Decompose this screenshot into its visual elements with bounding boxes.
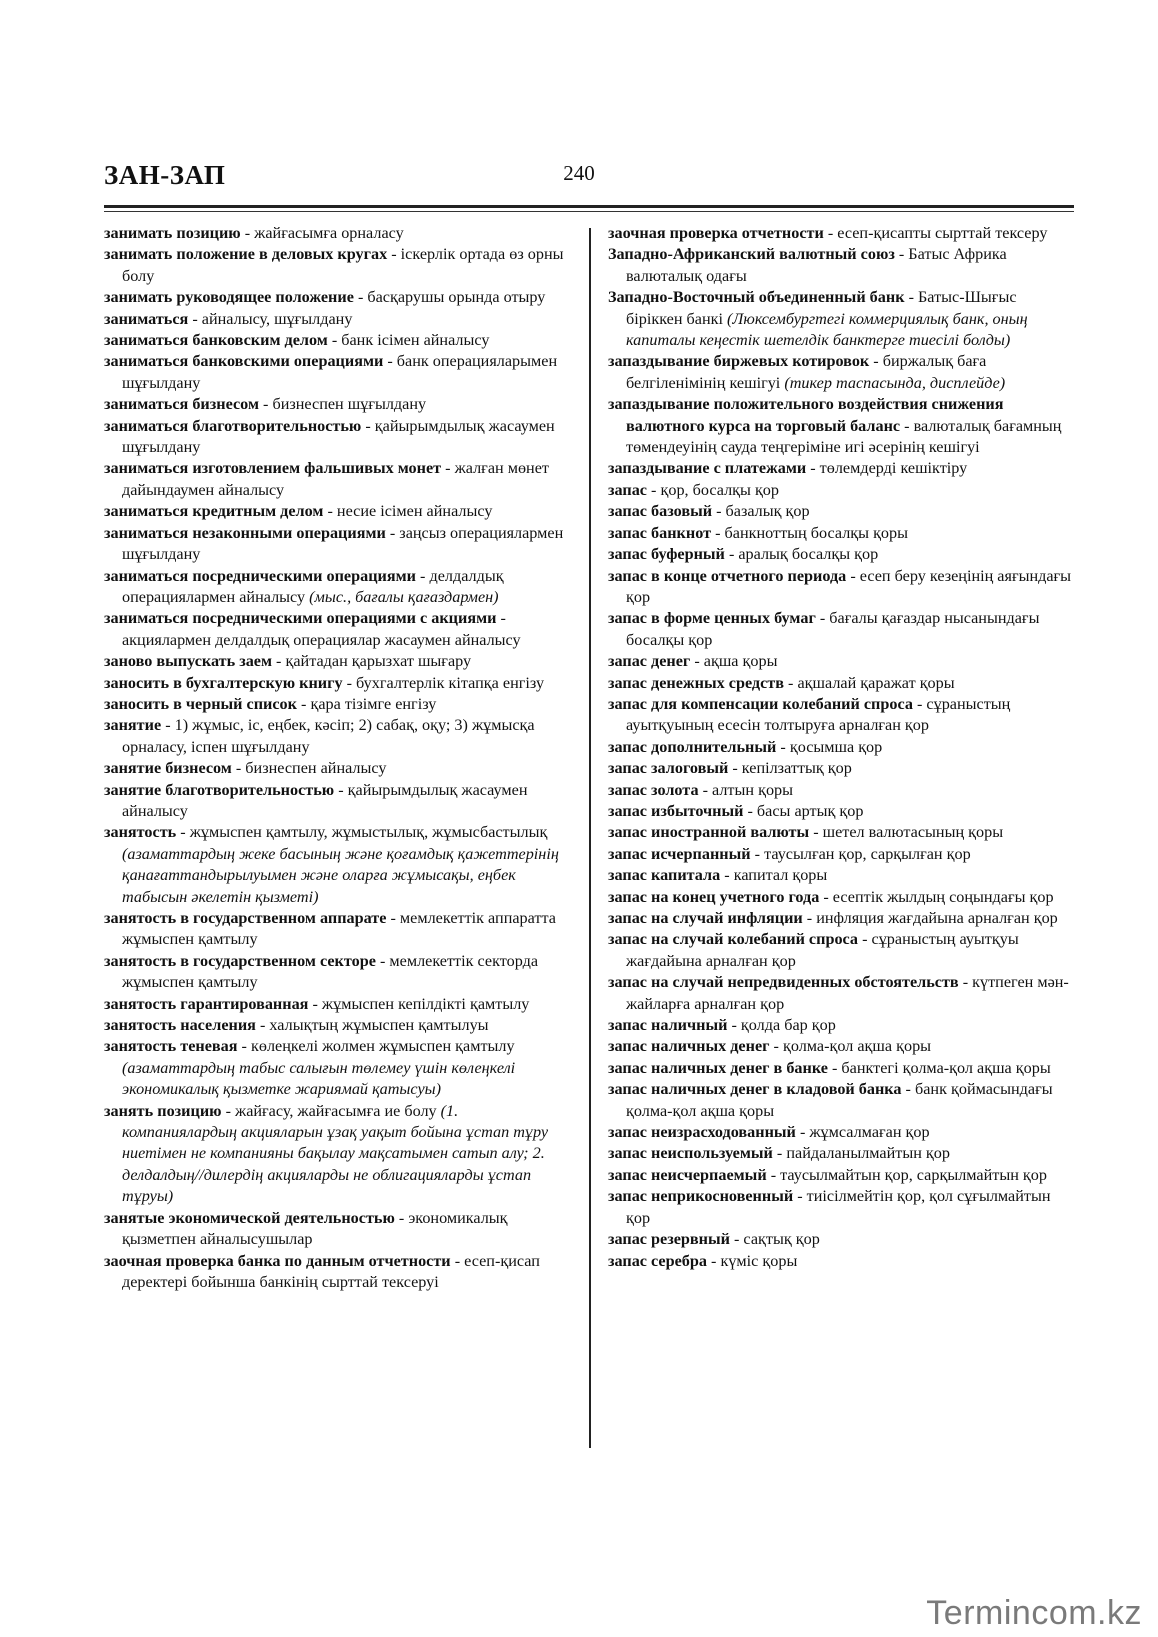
dictionary-entry xyxy=(104,994,576,1015)
dictionary-entry xyxy=(104,1015,576,1036)
entry-term: Западно-Восточный объединенный банк xyxy=(608,288,905,307)
dictionary-entry xyxy=(608,1058,1074,1079)
entry-term: запас в конце отчетного периода xyxy=(608,566,847,585)
entry-note: (1. компаниялардың акцияларын ұзақ уақыт бойына ұстап тұру ниетімен не компанияны бақылау мақсатымен сатып алу; 2. делдалдың//дилердің акцияларды не облигацияларды ұстап тұруы) xyxy=(122,1101,549,1206)
dictionary-entry xyxy=(104,951,576,994)
entry-definition: - қайырымдылық жасаумен айналысу xyxy=(122,780,528,820)
dictionary-entry xyxy=(104,1208,576,1251)
entry-definition: - қара тізімге енгізу xyxy=(296,694,437,713)
entry-term: заносить в бухгалтерскую книгу xyxy=(104,673,343,692)
entry-definition: - экономикалық қызметпен айналысушылар xyxy=(122,1208,508,1249)
entry-term: запас избыточный xyxy=(608,801,744,820)
dictionary-entry xyxy=(104,287,576,308)
header-rule-thin xyxy=(104,211,1074,212)
entry-definition: - жайғасымға орналасу xyxy=(240,224,404,242)
entry-term: заниматься xyxy=(104,309,189,328)
entry-definition: - көлеңкелі жолмен жұмыспен қамтылу xyxy=(237,1037,515,1056)
dictionary-entry xyxy=(608,1015,1074,1036)
entry-definition: - қор, босалқы қор xyxy=(647,480,779,499)
entry-term: заниматься банковским делом xyxy=(104,331,328,350)
dictionary-entry xyxy=(104,458,576,501)
dictionary-entry xyxy=(608,1079,1074,1122)
dictionary-entry xyxy=(608,908,1074,929)
entry-term: запас денежных средств xyxy=(608,673,784,692)
dictionary-entry xyxy=(104,244,576,287)
entry-term: запас базовый xyxy=(608,502,713,521)
entry-definition: - қолма-қол ақша қоры xyxy=(769,1037,932,1056)
dictionary-entry xyxy=(608,780,1074,801)
entry-note: (азаматтардың табыс салығын төлемеу үшін көлеңкелі экономикалық қызметке жариямай қатысуы) xyxy=(122,1058,516,1099)
dictionary-entry xyxy=(104,694,576,715)
entry-term: занятые экономической деятельностью xyxy=(104,1208,395,1227)
entry-definition: - Батыс-Шығыс біріккен банкі xyxy=(626,288,1017,328)
entry-definition: - есеп беру кезеңінің аяғындағы қор xyxy=(626,566,1072,606)
entry-term: запас неприкосновенный xyxy=(608,1187,794,1206)
entry-definition: - биржалық баға белгіленімінің кешігуі xyxy=(626,352,987,392)
entry-term: запас резервный xyxy=(608,1230,730,1249)
dictionary-entry xyxy=(104,715,576,758)
entry-definition: - ақша қоры xyxy=(690,652,778,671)
entry-term: запас на конец учетного года xyxy=(608,887,820,906)
dictionary-entry xyxy=(608,929,1074,972)
entry-definition: - жалған мөнет дайындаумен айналысу xyxy=(122,459,549,499)
entry-term: занятость гарантированная xyxy=(104,994,309,1013)
entry-note: (Люксембургтегі коммерциялық банк, оның капиталы кеңестік шетелдік банктерге тиесілі болды) xyxy=(626,309,1028,350)
entry-definition: - қайырымдылық жасаумен шұғылдану xyxy=(122,416,555,457)
entry-term: запас дополнительный xyxy=(608,737,777,756)
entry-term: занимать позицию xyxy=(104,224,241,242)
entry-definition: - бағалы қағаздар нысанындағы босалқы қор xyxy=(626,609,1040,649)
entry-definition: - сұраныстың ауытқуының есесін толтыруға арналған қор xyxy=(626,694,1011,735)
entry-term: занятость населения xyxy=(104,1016,256,1035)
dictionary-entry xyxy=(608,651,1074,672)
entry-term: запас неиспользуемый xyxy=(608,1144,773,1163)
entry-definition: - Батыс Африка валюталық одағы xyxy=(626,245,1007,285)
entry-definition: - банк ісімен айналысу xyxy=(327,331,490,350)
entry-term: заочная проверка банка по данным отчетности xyxy=(104,1251,451,1270)
entry-term: занятость в государственном секторе xyxy=(104,951,376,970)
dictionary-entry xyxy=(608,1186,1074,1229)
right-column xyxy=(608,223,1074,1272)
entry-definition: - мемлекеттік аппаратта жұмыспен қамтылу xyxy=(122,909,556,949)
entry-term: заниматься бизнесом xyxy=(104,395,259,414)
dictionary-entry xyxy=(608,758,1074,779)
dictionary-entry xyxy=(608,223,1074,244)
header-rule-thick xyxy=(104,205,1074,208)
entry-definition: - күтпеген мән-жайларға арналған қор xyxy=(626,973,1069,1013)
entry-term: запас иностранной валюты xyxy=(608,823,810,842)
dictionary-entry xyxy=(104,780,576,823)
dictionary-entry xyxy=(104,608,576,651)
entry-definition: - айналысу, шұғылдану xyxy=(188,309,353,328)
entry-term: запас на случай инфляции xyxy=(608,909,803,927)
dictionary-entry xyxy=(104,351,576,394)
dictionary-entry xyxy=(608,1036,1074,1057)
entry-term: запас на случай колебаний спроса xyxy=(608,930,859,949)
entry-definition: - сақтық қор xyxy=(729,1230,820,1249)
entry-definition: - халықтың жұмыспен қамтылуы xyxy=(255,1016,489,1035)
entry-definition: - аралық босалқы қор xyxy=(724,545,879,564)
entry-definition: - жұмыспен қамтылу, жұмыстылық, жұмысбастылық xyxy=(176,823,548,842)
entry-definition: - басы артық қор xyxy=(743,801,864,820)
entry-definition: - ақшалай қаражат қоры xyxy=(784,673,955,692)
entry-note: (азаматтардың жеке басының және қоғамдық қажеттерінің қанағаттандырылуымен және оларға жұмысақы, еңбек табысын әкелетін қызметі) xyxy=(122,844,559,906)
left-column xyxy=(104,223,576,1293)
entry-term: запаздывание биржевых котировок xyxy=(608,352,870,371)
entry-term: занятие xyxy=(104,716,162,735)
dictionary-entry xyxy=(104,758,576,779)
dictionary-entry xyxy=(608,608,1074,651)
entry-definition: - есептік жылдың соңындағы қор xyxy=(819,887,1054,906)
entry-term: заниматься банковскими операциями xyxy=(104,352,384,371)
entry-definition: - сұраныстың ауытқуы жағдайына арналған қор xyxy=(626,930,1019,970)
entry-definition: - банкноттың босалқы қоры xyxy=(711,523,908,542)
entry-definition: - банктегі қолма-қол ақша қоры xyxy=(827,1058,1051,1077)
entry-definition: - төлемдерді кешіктіру xyxy=(806,459,968,478)
dictionary-entry xyxy=(608,480,1074,501)
dictionary-entry xyxy=(608,694,1074,737)
entry-definition: - алтын қоры xyxy=(698,780,794,799)
dictionary-entry xyxy=(608,673,1074,694)
entry-term: заниматься незаконными операциями xyxy=(104,523,386,542)
entry-term: занятость в государственном аппарате xyxy=(104,909,387,927)
column-divider xyxy=(589,228,591,1448)
dictionary-entry xyxy=(104,501,576,522)
entry-term: занятие благотворительностью xyxy=(104,780,335,799)
entry-definition: - 1) жұмыс, іс, еңбек, кәсіп; 2) сабақ, оқу; 3) жұмысқа орналасу, іспен шұғылдану xyxy=(122,716,535,756)
dictionary-entry xyxy=(104,523,576,566)
entry-definition: - кепілзаттық қор xyxy=(728,759,852,778)
entry-definition: - қолда бар қор xyxy=(727,1016,836,1035)
entry-definition: - мемлекеттік секторда жұмыспен қамтылу xyxy=(122,951,539,992)
dictionary-entry xyxy=(608,458,1074,479)
dictionary-entry xyxy=(608,822,1074,843)
page-number: 240 xyxy=(563,161,595,185)
dictionary-entry xyxy=(104,651,576,672)
entry-definition: - валюталық бағамның төмендеуінің сауда теңгеріміне игі әсерінің кешігуі xyxy=(626,416,1062,457)
dictionary-entry xyxy=(608,865,1074,886)
dictionary-entry xyxy=(608,523,1074,544)
entry-definition: - басқарушы орында отыру xyxy=(353,288,546,307)
dictionary-entry xyxy=(104,673,576,694)
dictionary-entry xyxy=(104,394,576,415)
entry-definition: - есеп-қисап деректері бойынша банкінің сырттай тексеруі xyxy=(122,1251,540,1291)
entry-definition: - жайғасу, жайғасымға ие болу xyxy=(221,1101,441,1120)
dictionary-entry xyxy=(608,972,1074,1015)
dictionary-entry xyxy=(608,244,1074,287)
dictionary-entry xyxy=(608,287,1074,351)
dictionary-entry xyxy=(104,908,576,951)
dictionary-entry xyxy=(104,223,576,244)
entry-term: заниматься посредническими операциями с акциями xyxy=(104,609,497,628)
entry-definition: - акциялармен делдалдық операциялар жасаумен айналысу xyxy=(122,609,521,649)
entry-term: заново выпускать заем xyxy=(104,652,272,671)
entry-definition: - қосымша қор xyxy=(776,737,883,756)
entry-definition: - пайдаланылмайтын қор xyxy=(772,1144,950,1163)
entry-term: запас денег xyxy=(608,652,691,671)
entry-term: запаздывание с платежами xyxy=(608,459,807,478)
entry-term: запас неисчерпаемый xyxy=(608,1165,767,1184)
entry-definition: - банк қоймасындағы қолма-қол ақша қоры xyxy=(626,1080,1053,1120)
entry-term: занимать руководящее положение xyxy=(104,288,354,307)
entry-definition: - іскерлік ортада өз орны болу xyxy=(122,245,564,285)
entry-definition: - есеп-қисапты сырттай тексеру xyxy=(823,224,1048,242)
dictionary-entry xyxy=(104,1101,576,1208)
entry-definition: - бухгалтерлік кітапқа енгізу xyxy=(342,673,545,692)
entry-term: запас банкнот xyxy=(608,523,712,542)
dictionary-entry xyxy=(608,1229,1074,1250)
watermark-logo: Termincom.kz xyxy=(926,1594,1142,1632)
entry-term: занятость теневая xyxy=(104,1037,238,1056)
section-header: ЗАН-ЗАП xyxy=(104,160,226,190)
entry-note: (мыс., бағалы қағаздармен) xyxy=(309,587,499,606)
entry-term: Западно-Африканский валютный союз xyxy=(608,245,895,264)
entry-definition: - жұмыспен кепілдікті қамтылу xyxy=(308,994,530,1013)
entry-term: занимать положение в деловых кругах xyxy=(104,245,388,264)
dictionary-entry xyxy=(104,1251,576,1294)
entry-definition: - делдалдық операциялармен айналысу xyxy=(122,566,504,606)
entry-term: запас наличный xyxy=(608,1016,728,1035)
entry-term: запаздывание положительного воздействия снижения валютного курса на торговый баланс xyxy=(608,395,1004,435)
entry-term: запас наличных денег xyxy=(608,1037,770,1056)
entry-definition: - шетел валютасының қоры xyxy=(809,823,1004,842)
entry-definition: - қайтадан қарызхат шығару xyxy=(272,652,472,671)
entry-term: запас наличных денег в банке xyxy=(608,1058,828,1077)
entry-term: запас золота xyxy=(608,780,699,799)
entry-term: запас исчерпанный xyxy=(608,844,751,863)
entry-term: запас в форме ценных бумаг xyxy=(608,609,816,628)
entry-definition: - тиісілмейтін қор, қол сұғылмайтын қор xyxy=(626,1187,1051,1227)
dictionary-entry xyxy=(608,544,1074,565)
entry-term: занятие бизнесом xyxy=(104,759,232,778)
dictionary-entry xyxy=(608,1143,1074,1164)
entry-definition: - таусылмайтын қор, сарқылмайтын қор xyxy=(766,1165,1047,1184)
entry-definition: - инфляция жағдайына арналған қор xyxy=(802,909,1058,927)
dictionary-entry xyxy=(608,887,1074,908)
entry-term: запас для компенсации колебаний спроса xyxy=(608,694,913,713)
entry-term: запас залоговый xyxy=(608,759,729,778)
entry-term: заносить в черный список xyxy=(104,694,297,713)
entry-definition: - күміс қоры xyxy=(706,1251,798,1270)
entry-definition: - таусылған қор, сарқылған қор xyxy=(750,844,971,863)
entry-definition: - заңсыз операциялармен шұғылдану xyxy=(122,523,564,564)
dictionary-entry xyxy=(104,566,576,609)
dictionary-entry xyxy=(104,309,576,330)
dictionary-entry xyxy=(608,351,1074,394)
entry-term: заниматься изготовлением фальшивых монет xyxy=(104,459,442,478)
entry-term: заочная проверка отчетности xyxy=(608,224,824,242)
entry-term: занятость xyxy=(104,823,177,842)
entry-definition: - бизнеспен айналысу xyxy=(231,759,387,778)
entry-term: заниматься кредитным делом xyxy=(104,502,324,521)
dictionary-entry xyxy=(608,1251,1074,1272)
dictionary-entry xyxy=(104,416,576,459)
entry-term: запас xyxy=(608,480,647,499)
dictionary-entry xyxy=(608,1122,1074,1143)
dictionary-entry xyxy=(608,801,1074,822)
dictionary-entry xyxy=(608,844,1074,865)
dictionary-entry xyxy=(608,394,1074,458)
entry-definition: - несие ісімен айналысу xyxy=(323,502,493,521)
entry-definition: - банк операцияларымен шұғылдану xyxy=(122,352,558,392)
entry-term: запас неизрасходованный xyxy=(608,1123,796,1142)
entry-definition: - жұмсалмаған қор xyxy=(795,1123,930,1142)
entry-term: запас серебра xyxy=(608,1251,707,1270)
entry-term: запас на случай непредвиденных обстоятельств xyxy=(608,973,959,992)
dictionary-entry xyxy=(104,330,576,351)
dictionary-entry xyxy=(104,822,576,908)
dictionary-entry xyxy=(608,1165,1074,1186)
dictionary-entry xyxy=(608,566,1074,609)
entry-note: (тикер таспасында, дисплейде) xyxy=(784,373,1006,392)
dictionary-entry xyxy=(608,737,1074,758)
entry-term: занять позицию xyxy=(104,1101,222,1120)
entry-term: запас наличных денег в кладовой банка xyxy=(608,1080,902,1099)
dictionary-entry xyxy=(608,501,1074,522)
entry-term: запас буферный xyxy=(608,545,725,564)
entry-definition: - капитал қоры xyxy=(720,866,828,885)
entry-definition: - бизнеспен шұғылдану xyxy=(258,395,427,414)
entry-term: заниматься благотворительностью xyxy=(104,416,362,435)
dictionary-entry xyxy=(104,1036,576,1100)
entry-definition: - базалық қор xyxy=(712,502,810,521)
entry-term: запас капитала xyxy=(608,866,721,885)
entry-term: заниматься посредническими операциями xyxy=(104,566,416,585)
